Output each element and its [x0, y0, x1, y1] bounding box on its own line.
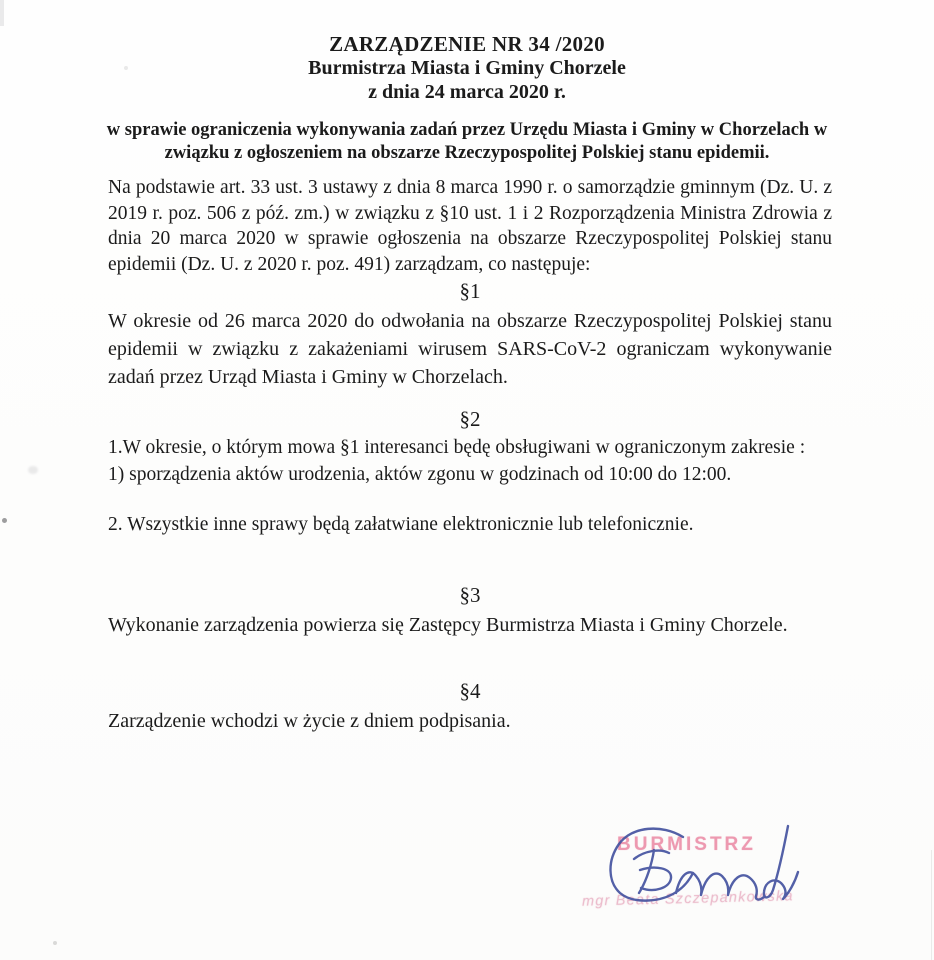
scan-artifact-smudge — [28, 466, 38, 474]
section-4 — [108, 679, 832, 735]
mayor-stamp-name: mgr Beata Szczepankowska — [581, 888, 794, 910]
ordinance-date: z dnia 24 marca 2020 r. — [368, 81, 566, 103]
section-1-heading: §1 — [459, 279, 481, 303]
section-2-heading: §2 — [459, 407, 481, 431]
scan-artifact-dot — [53, 941, 57, 945]
handwritten-signature — [570, 820, 900, 945]
section-1 — [108, 279, 832, 391]
scan-edge-line — [931, 850, 932, 960]
ordinance-subject: w sprawie ograniczenia wykonywania zadań przez Urzędu Miasta i Gminy w Chorzelach w związku z ogłoszeniem na obszarze Rzeczypospolitej Polskiej stanu epidemii. — [106, 120, 828, 163]
section-2-paragraph-3: 2. Wszystkie inne sprawy będą załatwiane elektronicznie lub telefonicznie. — [108, 514, 694, 535]
legal-basis-preamble: Na podstawie art. 33 ust. 3 ustawy z dnia 8 marca 1990 r. o samorządzie gminnym (Dz. U. z 2019 r. poz. 506 z póź. zm.) w związku z §10 ust. 1 i 2 Rozporządzenia Ministra Zdrowia z dnia 20 marca 2020 w sprawie ogłoszenia na obszarze Rzeczypospolitej Polskiej stanu epidemii (Dz. U. z 2020 r. poz. 491) zarządzam, co następuje: — [108, 177, 832, 275]
issuing-authority-title: Burmistrza Miasta i Gminy Chorzele — [308, 57, 626, 79]
section-2 — [108, 407, 832, 539]
section-3-heading: §3 — [459, 583, 481, 607]
scan-edge-smudge — [0, 0, 4, 26]
mayor-stamp-title: BURMISTRZ — [617, 834, 756, 855]
section-1-paragraph: W okresie od 26 marca 2020 do odwołania na obszarze Rzeczypospolitej Polskiej stanu epidemii w związku z zakażeniami wirusem SARS-CoV-2 ograniczam wykonywanie zadań przez Urząd Miasta i Gminy w Chorzelach. — [108, 310, 832, 388]
scan-artifact-dot — [2, 518, 7, 523]
section-4-paragraph: Zarządzenie wchodzi w życie z dniem podpisania. — [108, 710, 511, 732]
section-2-paragraph-2: 1) sporządzenia aktów urodzenia, aktów zgonu w godzinach od 10:00 do 12:00. — [108, 463, 732, 485]
section-4-heading: §4 — [459, 679, 481, 703]
section-3 — [108, 583, 832, 639]
stamp-and-signature-area — [570, 820, 900, 945]
ordinance-number-title: ZARZĄDZENIE NR 34 /2020 — [329, 32, 605, 56]
ordinance-title-block — [0, 32, 934, 104]
section-3-paragraph: Wykonanie zarządzenia powierza się Zastępcy Burmistrza Miasta i Gminy Chorzele. — [108, 614, 788, 636]
section-2-paragraph-1: 1.W okresie, o którym mowa §1 interesanci będę obsługiwani w ograniczonym zakresie : — [108, 437, 806, 458]
